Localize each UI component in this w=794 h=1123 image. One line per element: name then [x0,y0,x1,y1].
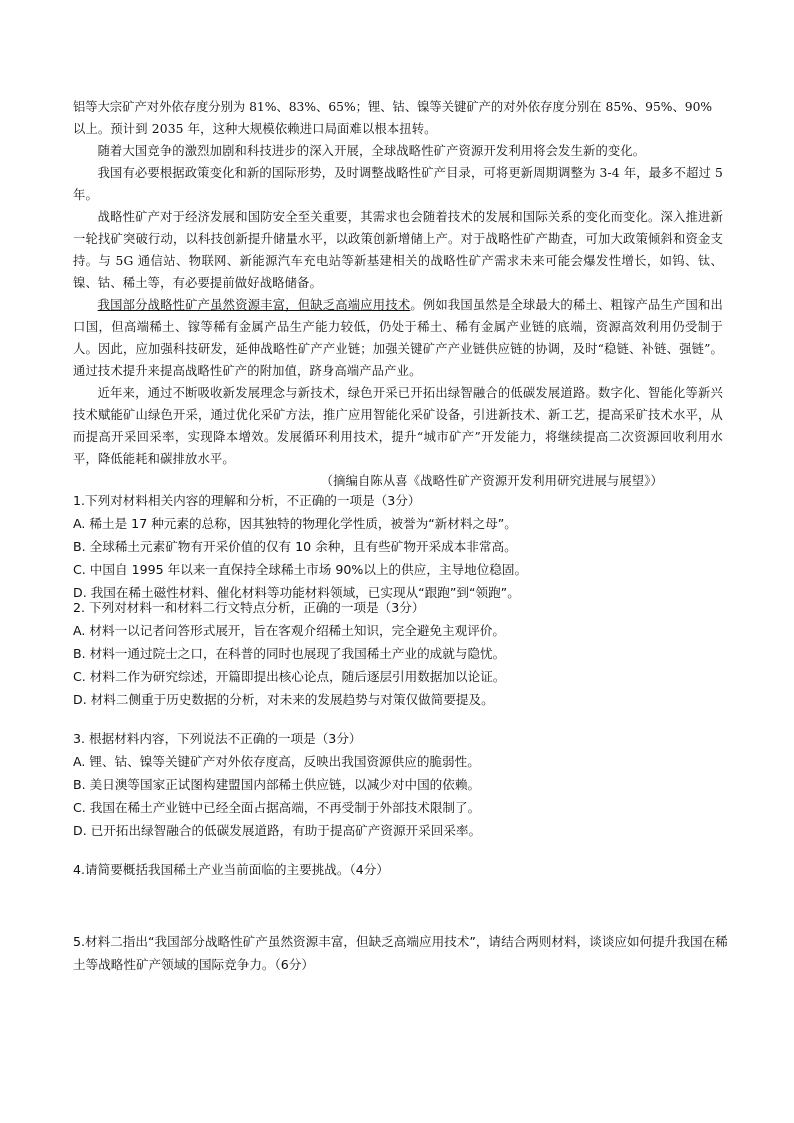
question-1 [73,489,728,604]
option-b: B. 美日澳等国家正试图构建盟国内部稀土供应链，以减少对中国的依赖。 [73,777,481,792]
option-d: D. 材料二侧重于历史数据的分析，对未来的发展趋势与对策仅做简要提及。 [73,692,494,707]
option-a: A. 锂、钴、镍等关键矿产对外依存度高，反映出我国资源供应的脆弱性。 [73,754,480,769]
option-a: A. 稀土是 17 种元素的总称，因其独特的物理化学性质，被誉为“新材料之母”。 [73,516,517,531]
passage-paragraph [73,294,723,382]
reading-passage [73,96,723,492]
question-2 [73,596,728,711]
question-stem: 4.请简要概括我国稀土产业当前面临的主要挑战。（4分） [73,862,389,877]
passage-paragraph: 我国有必要根据政策变化和新的国际形势，及时调整战略性矿产目录，可将更新周期调整为 3-4 年，最多不超过 5 年。 [73,166,724,202]
option-b: B. 材料一通过院士之口，在科普的同时也展现了我国稀土产业的成就与隐忧。 [73,646,506,661]
option-c: C. 我国在稀土产业链中已经全面占据高端，不再受制于外部技术限制了。 [73,800,481,815]
question-stem: 3. 根据材料内容，下列说法不正确的一项是（3分） [73,731,362,746]
underlined-thesis: 我国部分战略性矿产虽然资源丰富，但缺乏高端应用技术 [97,298,411,312]
question-3 [73,727,728,842]
question-4 [73,858,728,881]
option-d: D. 我国在稀土磁性材料、催化材料等功能材料领域，已实现从“跟跑”到“领跑”。 [73,585,520,600]
option-d: D. 已开拓出绿智融合的低碳发展道路，有助于提高矿产资源开采回采率。 [73,823,482,838]
option-c: C. 材料二作为研究综述，开篇即提出核心论点，随后逐层引用数据加以论证。 [73,669,506,684]
passage-text: 。例如我国虽然是全球最大的稀土、粗镓产品生产国和出口国，但高端稀土、镓等稀有金属产品生产能力较低，仍处于稀土、稀有金属产业链的底端，资源高效利用仍受制于人。因此，应加强科技研发，延伸战略性矿产产业链；加强关键矿产产业链供应链的协调，及时“稳链、补链、强链”。通过技术提升来提高战略性矿产的附加值，跻身高端产品产业。 [73,298,723,378]
question-5 [73,930,728,976]
passage-paragraph: 战略性矿产对于经济发展和国防安全至关重要，其需求也会随着技术的发展和国际关系的变化而变化。深入推进新一轮找矿突破行动，以科技创新提升储量水平，以政策创新增储上产。对于战略性矿产勘查，可加大政策倾斜和资金支持。与 5G 通信站、物联网、新能源汽车充电站等新基建相关的战略性矿产需求未来可能会爆发性增长，如钨、钛、镍、钴、稀土等，有必要提前做好战略储备。 [73,210,723,290]
question-stem: 2. 下列对材料一和材料二行文特点分析，正确的一项是（3分） [73,600,425,615]
passage-paragraph: 近年来，通过不断吸收新发展理念与新技术，绿色开采已开拓出绿智融合的低碳发展道路。数字化、智能化等新兴技术赋能矿山绿色开采，通过优化采矿方法，推广应用智能化采矿设备，引进新技术、新工艺，提高采矿技术水平，从而提高开采回采率，实现降本增效。发展循环利用技术，提升“城市矿产”开发能力，将继续提高二次资源回收利用水平，降低能耗和碳排放水平。 [73,386,723,466]
passage-source: （摘编自陈从喜《战略性矿产资源开发利用研究进展与展望》） [320,474,663,488]
option-a: A. 材料一以记者问答形式展开，旨在客观介绍稀土知识，完全避免主观评价。 [73,623,505,638]
passage-line: 铝等大宗矿产对外依存度分别为 81%、83%、65%；锂、钴、镍等关键矿产的对外依存度分别在 85%、95%、90% [73,100,713,114]
passage-paragraph: 随着大国竞争的激烈加剧和科技进步的深入开展，全球战略性矿产资源开发利用将会发生新的变化。 [97,144,646,158]
option-c: C. 中国自 1995 年以来一直保持全球稀土市场 90%以上的供应，主导地位稳固。 [73,562,528,577]
question-stem: 1.下列对材料相关内容的理解和分析，不正确的一项是（3分） [73,493,421,508]
passage-line: 以上。预计到 2035 年，这种大规模依赖进口局面难以根本扭转。 [73,122,437,136]
question-stem: 5.材料二指出“我国部分战略性矿产虽然资源丰富，但缺乏高端应用技术”，请结合两则材料，谈谈应如何提升我国在稀土等战略性矿产领域的国际竞争力。（6分） [73,934,728,972]
option-b: B. 全球稀土元素矿物有开采价值的仅有 10 余种，且有些矿物开采成本非常高。 [73,539,517,554]
